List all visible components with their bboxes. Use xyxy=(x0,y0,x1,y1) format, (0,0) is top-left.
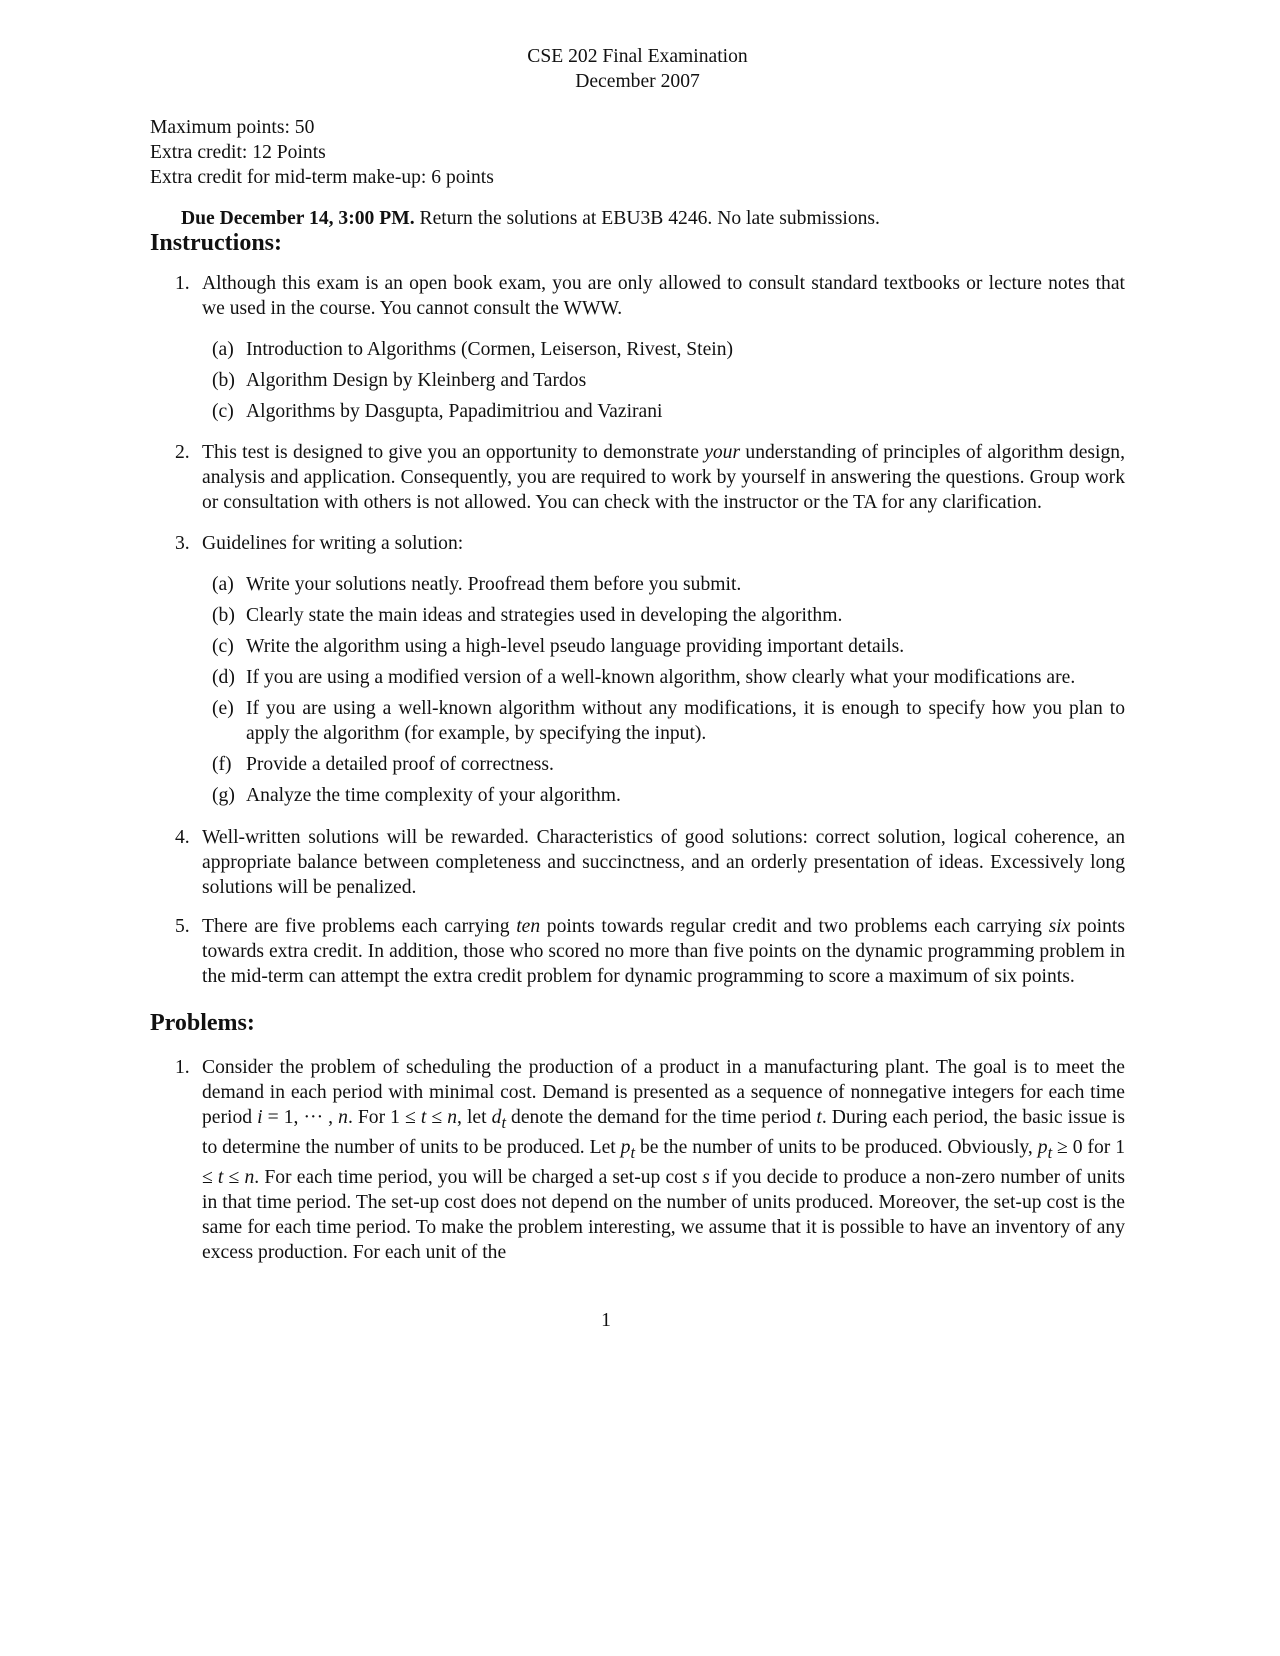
sub-text: Provide a detailed proof of correctness. xyxy=(246,754,554,775)
sub-text: Write the algorithm using a high-level pseudo language providing important details. xyxy=(246,636,905,657)
sub-label: (b) xyxy=(212,370,235,391)
sub-text: Analyze the time complexity of your algorithm. xyxy=(246,785,621,806)
guideline-item xyxy=(202,783,1125,808)
textbook-list xyxy=(202,337,1125,424)
guideline-item xyxy=(202,634,1125,659)
sub-text: Algorithms by Dasgupta, Papadimitriou and Vazirani xyxy=(246,401,663,422)
sub-label: (e) xyxy=(212,698,234,719)
item-text-emphasis: your xyxy=(704,442,741,463)
instruction-item xyxy=(150,825,1125,900)
sub-text: If you are using a well-known algorithm without any modifications, it is enough to specify how you plan to apply the algorithm (for example, by specifying the input). xyxy=(246,698,1125,744)
instruction-item xyxy=(150,531,1125,808)
exam-page xyxy=(150,44,1125,1265)
guidelines-list xyxy=(202,572,1125,808)
item-text-part: points towards regular credit and two problems each carrying xyxy=(540,916,1049,937)
sub-label: (b) xyxy=(212,605,235,626)
sub-text: Clearly state the main ideas and strategies used in developing the algorithm. xyxy=(246,605,843,626)
page-number: 1 xyxy=(601,1310,611,1331)
item-text-emphasis: six xyxy=(1048,916,1071,937)
instructions-list xyxy=(150,271,1125,989)
points-summary xyxy=(150,115,1125,190)
sub-label: (d) xyxy=(212,667,235,688)
due-notice xyxy=(150,206,1125,231)
item-text: Well-written solutions will be rewarded. Characteristics of good solutions: correct solution, logical coherence, an appropriate balance between completeness and succinctness, and an orderly presentation of ideas. Excessively long solutions will be penalized. xyxy=(202,827,1125,898)
item-text-part: points towards extra credit. In addition, those who scored no more than five points on the dynamic programming problem in the mid-term can attempt the extra credit problem for dynamic programming to score a maximum of six points. xyxy=(202,916,1125,987)
item-text: Guidelines for writing a solution: xyxy=(202,533,464,554)
exam-title: CSE 202 Final Examination xyxy=(527,46,748,67)
item-text-start: This test is designed to give you an opportunity to demonstrate xyxy=(202,442,705,463)
guideline-item xyxy=(202,665,1125,690)
problems-heading: Problems: xyxy=(150,1010,255,1036)
sub-label: (a) xyxy=(212,339,234,360)
item-text-part: There are five problems each carrying xyxy=(202,916,517,937)
guideline-item xyxy=(202,603,1125,628)
instruction-item xyxy=(150,440,1125,515)
instructions-heading: Instructions: xyxy=(150,230,283,256)
problem-item xyxy=(150,1055,1125,1265)
problem-number: 1. xyxy=(175,1057,190,1078)
extra-credit: Extra credit: 12 Points xyxy=(150,142,326,163)
sub-text: Algorithm Design by Kleinberg and Tardos xyxy=(246,370,587,391)
item-text: Although this exam is an open book exam, you are only allowed to consult standard textbooks or lecture notes that we used in the course. You cannot consult the WWW. xyxy=(202,273,1125,319)
textbook-item xyxy=(202,337,1125,362)
guideline-item xyxy=(202,572,1125,597)
textbook-item xyxy=(202,368,1125,393)
item-text-end: understanding of principles of algorithm design, analysis and application. Consequently, you are required to work by yourself in answering the questions. Group work or consultation with others is not allowed. You can check with the instructor or the TA for any clarification. xyxy=(202,442,1125,513)
item-number: 3. xyxy=(175,533,190,554)
sub-label: (a) xyxy=(212,574,234,595)
item-number: 4. xyxy=(175,827,190,848)
problems-list xyxy=(150,1055,1125,1265)
item-number: 1. xyxy=(175,273,190,294)
sub-label: (c) xyxy=(212,401,234,422)
sub-label: (g) xyxy=(212,785,235,806)
guideline-item xyxy=(202,696,1125,746)
problem-text: Consider the problem of scheduling the production of a product in a manufacturing plant. The goal is to meet the demand in each period with minimal cost. Demand is presented as a sequence of nonnegative integers for each time period i = 1, ··· , n. For 1 ≤ t ≤ n, let $d_t$ denote the demand for the time period t. During each period, the basic issue is to determine the number of units to be produced. Let $p_t$ be the number of units to be produced. Obviously, $p_t \ge 0$ for 1 ≤ t ≤ n. For each time period, you will be charged a set-up cost s if you decide to produce a non-zero number of units in that time period. The set-up cost does not depend on the number of units produced. Moreover, the set-up cost is the same for each time period. To make the problem interesting, we assume that it is possible to have an inventory of any excess production. For each unit of the xyxy=(202,1057,1125,1263)
title-block xyxy=(150,44,1125,94)
instruction-item xyxy=(150,271,1125,424)
sub-text: If you are using a modified version of a well-known algorithm, show clearly what your modifications are. xyxy=(246,667,1076,688)
exam-date: December 2007 xyxy=(575,71,700,92)
sub-text: Write your solutions neatly. Proofread them before you submit. xyxy=(246,574,742,595)
item-number: 5. xyxy=(175,916,190,937)
item-text-emphasis: ten xyxy=(516,916,541,937)
item-number: 2. xyxy=(175,442,190,463)
guideline-item xyxy=(202,752,1125,777)
due-details: Return the solutions at EBU3B 4246. No late submissions. xyxy=(414,208,880,229)
instruction-item xyxy=(150,914,1125,989)
sub-text: Introduction to Algorithms (Cormen, Leiserson, Rivest, Stein) xyxy=(246,339,734,360)
midterm-makeup: Extra credit for mid-term make-up: 6 points xyxy=(150,167,494,188)
sub-label: (c) xyxy=(212,636,234,657)
max-points: Maximum points: 50 xyxy=(150,117,315,138)
sub-label: (f) xyxy=(212,754,232,775)
due-date: Due December 14, 3:00 PM. xyxy=(181,208,415,229)
textbook-item xyxy=(202,399,1125,424)
